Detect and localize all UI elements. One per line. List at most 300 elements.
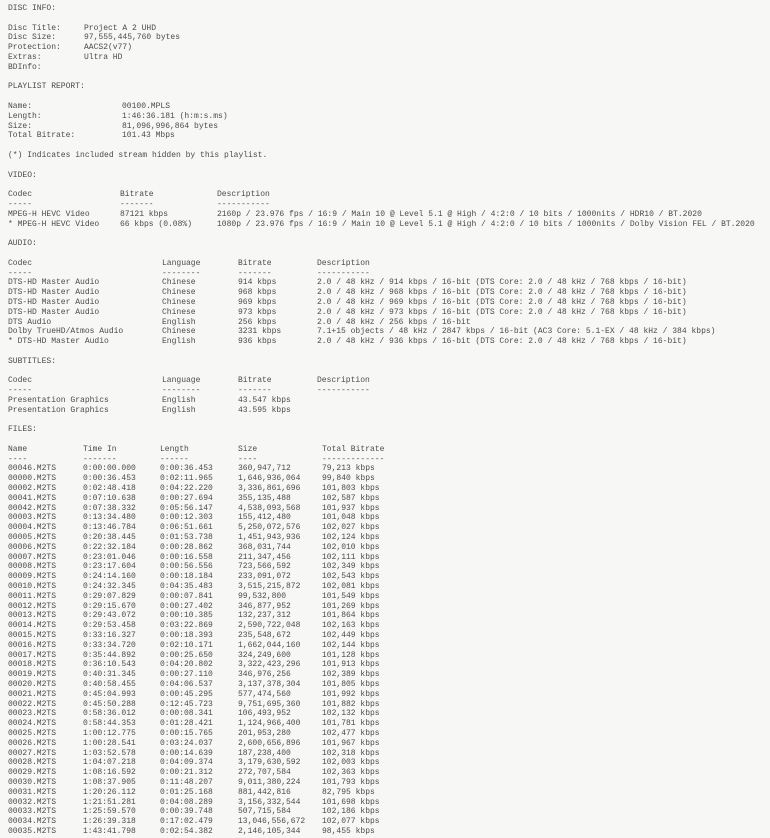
info-label: Disc Size: — [8, 33, 57, 43]
table-cell: 0:03:22.869 — [160, 621, 213, 631]
table-cell: 272,707,584 — [238, 768, 291, 778]
table-cell: 00013.M2TS — [8, 611, 57, 621]
table-row — [8, 572, 770, 582]
table-cell: 00006.M2TS — [8, 542, 57, 552]
table-cell: 0:24:32.345 — [83, 582, 136, 592]
table-cell: 0:00:18.184 — [160, 572, 213, 582]
table-cell: 2160p / 23.976 fps / 16:9 / Main 10 @ Level 5.1 @ High / 4:2:0 / 10 bits / 1000nits / HDR10 / BT.2020 — [217, 209, 702, 219]
table-cell: 00004.M2TS — [8, 523, 57, 533]
table-cell: 101,781 kbps — [322, 719, 380, 729]
table-cell: Chinese — [162, 297, 196, 307]
table-cell: 0:29:07.829 — [83, 591, 136, 601]
table-cell: 201,953,280 — [238, 728, 291, 738]
table-row — [8, 318, 770, 328]
table-cell: 00027.M2TS — [8, 748, 57, 758]
table-cell: 132,237,312 — [238, 611, 291, 621]
table-cell: 0:00:00.000 — [83, 464, 136, 474]
table-cell: 00034.M2TS — [8, 817, 57, 827]
header-underline: ------ — [160, 454, 189, 464]
table-cell: Chinese — [162, 307, 196, 317]
table-cell: 3,156,332,544 — [238, 797, 301, 807]
table-cell: 102,543 kbps — [322, 572, 380, 582]
table-row — [8, 523, 770, 533]
table-cell: 1,451,943,936 — [238, 533, 301, 543]
table-cell: 0:02:10.171 — [160, 640, 213, 650]
header-underline: ------- — [83, 454, 117, 464]
table-cell: 101,549 kbps — [322, 591, 380, 601]
table-cell: 0:04:20.802 — [160, 660, 213, 670]
table-cell: 101,937 kbps — [322, 503, 380, 513]
table-cell: 00016.M2TS — [8, 640, 57, 650]
playlist-report-heading: PLAYLIST REPORT: — [8, 82, 85, 92]
table-cell: 13,046,556,672 — [238, 817, 306, 827]
table-cell: 102,389 kbps — [322, 670, 380, 680]
header-underline: ----------- — [317, 386, 370, 396]
column-header-row — [8, 259, 770, 269]
table-cell: 102,477 kbps — [322, 728, 380, 738]
table-row — [8, 327, 770, 337]
table-row — [8, 719, 770, 729]
table-cell: 101,805 kbps — [322, 679, 380, 689]
header-underline: ------------- — [322, 454, 385, 464]
table-cell: 00032.M2TS — [8, 797, 57, 807]
table-cell: 0:11:48.207 — [160, 777, 213, 787]
table-cell: 99,532,800 — [238, 591, 287, 601]
table-row — [8, 513, 770, 523]
table-cell: 0:01:53.738 — [160, 533, 213, 543]
table-cell: 00011.M2TS — [8, 591, 57, 601]
table-cell: 0:00:27.110 — [160, 670, 213, 680]
header-underline: ---- — [8, 454, 28, 464]
header-underline: ----------- — [317, 268, 370, 278]
info-row — [8, 53, 770, 63]
table-cell: 0:00:39.748 — [160, 807, 213, 817]
table-row — [8, 406, 770, 416]
table-cell: 0:35:44.892 — [83, 650, 136, 660]
header-underline: ------- — [120, 199, 154, 209]
info-label: Total Bitrate: — [8, 131, 76, 141]
table-cell: 102,587 kbps — [322, 493, 380, 503]
table-cell: 00028.M2TS — [8, 758, 57, 768]
table-cell: 0:03:24.037 — [160, 738, 213, 748]
table-cell: 0:02:11.965 — [160, 474, 213, 484]
info-label: Extras: — [8, 52, 42, 62]
table-cell: 2.0 / 48 kHz / 968 kbps / 16-bit (DTS Core: 2.0 / 48 kHz / 768 kbps / 16-bit) — [317, 288, 687, 298]
table-cell: 00041.M2TS — [8, 493, 57, 503]
table-cell: 102,124 kbps — [322, 533, 380, 543]
table-cell: 102,163 kbps — [322, 621, 380, 631]
info-label: Size: — [8, 121, 33, 131]
table-cell: 3,137,378,304 — [238, 679, 301, 689]
info-label: Disc Title: — [8, 23, 61, 33]
table-cell: 187,238,400 — [238, 748, 291, 758]
subtitles-table — [8, 376, 770, 415]
table-cell: 0:01:25.168 — [160, 787, 213, 797]
table-row — [8, 827, 770, 837]
column-header: Codec — [8, 376, 33, 386]
table-row — [8, 807, 770, 817]
header-underline: ----------- — [217, 199, 270, 209]
table-row — [8, 494, 770, 504]
table-cell: 00030.M2TS — [8, 777, 57, 787]
column-header: Time In — [83, 444, 117, 454]
table-cell: 723,566,592 — [238, 562, 291, 572]
column-header: Language — [162, 258, 201, 268]
info-label: BDInfo: — [8, 62, 42, 72]
table-cell: 0:24:14.160 — [83, 572, 136, 582]
table-cell: 102,132 kbps — [322, 709, 380, 719]
table-cell: 2,146,105,344 — [238, 826, 301, 836]
table-cell: English — [162, 405, 196, 415]
table-cell: 0:12:45.723 — [160, 699, 213, 709]
table-cell: 0:33:34.720 — [83, 640, 136, 650]
table-row — [8, 278, 770, 288]
table-cell: 00022.M2TS — [8, 699, 57, 709]
table-cell: 0:23:17.604 — [83, 562, 136, 572]
table-cell: 0:00:10.385 — [160, 611, 213, 621]
column-header-row — [8, 190, 770, 200]
table-cell: DTS-HD Master Audio — [8, 307, 100, 317]
table-row — [8, 798, 770, 808]
info-row — [8, 122, 770, 132]
table-cell: 0:00:28.862 — [160, 542, 213, 552]
table-cell: 43.547 kbps — [238, 395, 291, 405]
header-underline: ------- — [238, 386, 272, 396]
column-header: Codec — [8, 190, 33, 200]
table-cell: 101,803 kbps — [322, 484, 380, 494]
header-underline: ---- — [238, 454, 258, 464]
table-cell: 2,590,722,048 — [238, 621, 301, 631]
table-cell: 0:20:38.445 — [83, 533, 136, 543]
table-cell: 0:00:56.556 — [160, 562, 213, 572]
table-cell: 106,493,952 — [238, 709, 291, 719]
table-cell: 0:07:38.332 — [83, 503, 136, 513]
table-cell: 0:00:21.312 — [160, 768, 213, 778]
table-cell: 102,449 kbps — [322, 631, 380, 640]
table-cell: 0:40:58.455 — [83, 679, 136, 689]
table-cell: 256 kbps — [238, 317, 277, 327]
table-cell: 881,442,816 — [238, 787, 291, 797]
table-cell: 00010.M2TS — [8, 582, 57, 592]
column-header: Description — [317, 258, 370, 268]
table-cell: DTS-HD Master Audio — [8, 288, 100, 298]
table-row — [8, 778, 770, 788]
table-cell: 00025.M2TS — [8, 728, 57, 738]
video-heading: VIDEO: — [8, 170, 37, 180]
info-label: Length: — [8, 111, 42, 121]
table-cell: 0:04:22.220 — [160, 484, 213, 494]
table-cell: 00008.M2TS — [8, 562, 57, 572]
table-cell: 0:00:15.765 — [160, 728, 213, 738]
table-row — [8, 220, 770, 230]
table-cell: 00018.M2TS — [8, 660, 57, 670]
table-cell: 3,515,215,872 — [238, 582, 301, 592]
table-cell: 936 kbps — [238, 337, 277, 347]
table-cell: 102,186 kbps — [322, 807, 380, 817]
table-cell: 00014.M2TS — [8, 621, 57, 631]
table-row — [8, 680, 770, 690]
table-cell: 0:13:46.784 — [83, 523, 136, 533]
header-underline: -------- — [162, 386, 201, 396]
table-row — [8, 768, 770, 778]
table-cell: 1:08:37.905 — [83, 777, 136, 787]
column-header: Language — [162, 376, 201, 386]
audio-table — [8, 259, 770, 347]
table-cell: 969 kbps — [238, 297, 277, 307]
table-cell: 101,967 kbps — [322, 738, 380, 748]
table-cell: 155,412,480 — [238, 513, 291, 523]
table-cell: 0:29:15.670 — [83, 601, 136, 611]
info-row — [8, 33, 770, 43]
table-cell: 2.0 / 48 kHz / 969 kbps / 16-bit (DTS Core: 2.0 / 48 kHz / 768 kbps / 16-bit) — [317, 297, 687, 307]
table-cell: 00023.M2TS — [8, 709, 57, 719]
table-cell: 0:33:16.327 — [83, 631, 136, 640]
table-cell: 3,336,861,696 — [238, 484, 301, 494]
audio-heading: AUDIO: — [8, 239, 37, 249]
table-cell: 2.0 / 48 kHz / 973 kbps / 16-bit (DTS Core: 2.0 / 48 kHz / 768 kbps / 16-bit) — [317, 307, 687, 317]
info-value: 00100.MPLS — [122, 101, 171, 111]
header-underline-row — [8, 200, 770, 210]
info-row — [8, 112, 770, 122]
table-cell: 00015.M2TS — [8, 631, 57, 640]
table-cell: Chinese — [162, 288, 196, 298]
table-cell: 3,179,630,592 — [238, 758, 301, 768]
table-cell: 101,269 kbps — [322, 601, 380, 611]
info-value — [84, 63, 770, 73]
info-value: 97,555,445,760 bytes — [84, 33, 181, 43]
table-row — [8, 543, 770, 553]
table-cell: 101,048 kbps — [322, 513, 380, 523]
table-cell: 1:26:39.318 — [83, 817, 136, 827]
table-cell: 98,455 kbps — [322, 826, 375, 836]
table-row — [8, 553, 770, 563]
table-cell: 1:03:52.578 — [83, 748, 136, 758]
table-cell: 43.595 kbps — [238, 405, 291, 415]
table-cell: 00046.M2TS — [8, 464, 57, 474]
table-cell: 1,124,966,400 — [238, 719, 301, 729]
table-cell: 0:29:43.072 — [83, 611, 136, 621]
table-cell: 1,646,936,064 — [238, 474, 301, 484]
column-header-row — [8, 445, 770, 455]
header-underline: ----- — [8, 199, 33, 209]
subtitles-heading: SUBTITLES: — [8, 356, 57, 366]
table-cell: 2,600,656,896 — [238, 738, 301, 748]
table-cell: 0:00:07.841 — [160, 591, 213, 601]
table-cell: 7.1+15 objects / 48 kHz / 2847 kbps / 16-bit (AC3 Core: 5.1-EX / 48 kHz / 384 kbps) — [317, 327, 716, 337]
table-cell: English — [162, 317, 196, 327]
table-row — [8, 504, 770, 514]
table-cell: 4,538,093,568 — [238, 503, 301, 513]
table-cell: 0:23:01.046 — [83, 552, 136, 562]
table-cell: 00020.M2TS — [8, 679, 57, 689]
table-cell: 3231 kbps — [238, 327, 282, 337]
table-cell: 0:04:35.483 — [160, 582, 213, 592]
table-cell: Dolby TrueHD/Atmos Audio — [8, 327, 124, 337]
table-row — [8, 582, 770, 592]
table-cell: 9,751,695,360 — [238, 699, 301, 709]
table-cell: 00017.M2TS — [8, 650, 57, 660]
table-cell: 360,947,712 — [238, 464, 291, 474]
table-cell: 0:29:53.458 — [83, 621, 136, 631]
table-cell: 507,715,584 — [238, 807, 291, 817]
table-cell: 102,144 kbps — [322, 640, 380, 650]
header-underline: ------- — [238, 268, 272, 278]
info-value: AACS2(v77) — [84, 43, 133, 53]
info-label: Name: — [8, 101, 33, 111]
table-cell: 1:04:07.218 — [83, 758, 136, 768]
table-cell: 3,322,423,296 — [238, 660, 301, 670]
table-cell: 00033.M2TS — [8, 807, 57, 817]
table-cell: 101,698 kbps — [322, 797, 380, 807]
table-cell: 0:02:48.418 — [83, 484, 136, 494]
table-row — [8, 788, 770, 798]
table-cell: 00002.M2TS — [8, 484, 57, 494]
table-row — [8, 729, 770, 739]
table-cell: 1:08:16.592 — [83, 768, 136, 778]
table-cell: 00003.M2TS — [8, 513, 57, 523]
table-cell: 00035.M2TS — [8, 826, 57, 836]
table-row — [8, 396, 770, 406]
table-row — [8, 210, 770, 220]
table-cell: 0:00:18.393 — [160, 631, 213, 640]
table-cell: 99,840 kbps — [322, 474, 375, 484]
table-cell: 2.0 / 48 kHz / 256 kbps / 16-bit — [317, 317, 471, 327]
table-cell: 5,250,072,576 — [238, 523, 301, 533]
table-cell: English — [162, 337, 196, 347]
table-row — [8, 533, 770, 543]
info-row — [8, 131, 770, 141]
table-cell: 00021.M2TS — [8, 689, 57, 699]
table-cell: 2.0 / 48 kHz / 936 kbps / 16-bit (DTS Core: 2.0 / 48 kHz / 768 kbps / 16-bit) — [317, 337, 687, 347]
table-cell: 235,548,672 — [238, 631, 291, 640]
column-header: Length — [160, 444, 189, 454]
table-cell: 0:00:27.694 — [160, 493, 213, 503]
table-cell: Presentation Graphics — [8, 405, 109, 415]
table-row — [8, 651, 770, 661]
header-underline-row — [8, 269, 770, 279]
table-cell: 00009.M2TS — [8, 572, 57, 582]
info-row — [8, 63, 770, 73]
table-cell: 0:00:36.453 — [83, 474, 136, 484]
info-value: Project A 2 UHD — [84, 23, 157, 33]
table-cell: 102,003 kbps — [322, 758, 380, 768]
table-row — [8, 739, 770, 749]
column-header: Total Bitrate — [322, 444, 385, 454]
table-cell: 00029.M2TS — [8, 768, 57, 778]
table-cell: 101,992 kbps — [322, 689, 380, 699]
column-header: Size — [238, 444, 258, 454]
table-cell: 66 kbps (0.08%) — [120, 219, 193, 229]
table-row — [8, 621, 770, 631]
table-cell: 0:06:51.661 — [160, 523, 213, 533]
table-cell: 346,877,952 — [238, 601, 291, 611]
table-cell: 0:58:44.353 — [83, 719, 136, 729]
table-cell: 324,249,600 — [238, 650, 291, 660]
table-cell: 0:04:08.289 — [160, 797, 213, 807]
table-cell: 00019.M2TS — [8, 670, 57, 680]
table-cell: 2.0 / 48 kHz / 914 kbps / 16-bit (DTS Core: 2.0 / 48 kHz / 768 kbps / 16-bit) — [317, 278, 687, 288]
table-row — [8, 308, 770, 318]
table-cell: 102,077 kbps — [322, 817, 380, 827]
table-row — [8, 660, 770, 670]
table-row — [8, 709, 770, 719]
info-value: 81,096,996,864 bytes — [122, 121, 219, 131]
table-cell: 00026.M2TS — [8, 738, 57, 748]
table-row — [8, 464, 770, 474]
disc-info-section — [8, 24, 770, 73]
header-underline: ----- — [8, 386, 33, 396]
column-header: Bitrate — [238, 258, 272, 268]
table-row — [8, 298, 770, 308]
table-cell: 101,793 kbps — [322, 777, 380, 787]
table-row — [8, 700, 770, 710]
table-cell: 368,031,744 — [238, 542, 291, 552]
table-cell: MPEG-H HEVC Video — [8, 209, 90, 219]
files-heading: FILES: — [8, 425, 37, 435]
table-cell: 102,010 kbps — [322, 542, 380, 552]
table-cell: 0:00:12.303 — [160, 513, 213, 523]
table-cell: English — [162, 395, 196, 405]
table-cell: 0:45:04.993 — [83, 689, 136, 699]
table-cell: 968 kbps — [238, 288, 277, 298]
table-row — [8, 337, 770, 347]
table-cell: 0:17:02.479 — [160, 817, 213, 827]
table-row — [8, 484, 770, 494]
table-cell: 0:22:32.184 — [83, 542, 136, 552]
info-row — [8, 24, 770, 34]
column-header: Codec — [8, 258, 33, 268]
table-cell: 211,347,456 — [238, 552, 291, 562]
table-cell: 0:07:10.638 — [83, 493, 136, 503]
table-cell: 1:21:51.281 — [83, 797, 136, 807]
table-cell: 0:05:56.147 — [160, 503, 213, 513]
table-cell: 577,474,560 — [238, 689, 291, 699]
table-row — [8, 817, 770, 827]
table-cell: 101,864 kbps — [322, 611, 380, 621]
table-cell: 00012.M2TS — [8, 601, 57, 611]
table-cell: 0:00:25.650 — [160, 650, 213, 660]
info-label: Protection: — [8, 43, 61, 53]
table-row — [8, 758, 770, 768]
table-row — [8, 631, 770, 641]
table-cell: 233,091,072 — [238, 572, 291, 582]
table-cell: 355,135,488 — [238, 493, 291, 503]
table-cell: 102,349 kbps — [322, 562, 380, 572]
table-cell: 0:00:45.295 — [160, 689, 213, 699]
table-cell: 102,027 kbps — [322, 523, 380, 533]
table-cell: 0:01:28.421 — [160, 719, 213, 729]
table-cell: 1,662,044,160 — [238, 640, 301, 650]
header-underline-row — [8, 386, 770, 396]
table-cell: 1:00:28.541 — [83, 738, 136, 748]
table-cell: 0:02:54.382 — [160, 826, 213, 836]
column-header: Description — [317, 376, 370, 386]
table-cell: 0:40:31.345 — [83, 670, 136, 680]
column-header: Bitrate — [238, 376, 272, 386]
table-cell: 973 kbps — [238, 307, 277, 317]
table-cell: 0:04:06.537 — [160, 679, 213, 689]
table-cell: 00007.M2TS — [8, 552, 57, 562]
table-cell: 00031.M2TS — [8, 787, 57, 797]
column-header: Bitrate — [120, 190, 154, 200]
table-cell: 1:25:59.570 — [83, 807, 136, 817]
table-cell: * MPEG-H HEVC Video — [8, 219, 100, 229]
table-cell: 101,882 kbps — [322, 699, 380, 709]
table-cell: 0:13:34.480 — [83, 513, 136, 523]
header-underline: ----- — [8, 268, 33, 278]
table-cell: Chinese — [162, 278, 196, 288]
table-cell: Chinese — [162, 327, 196, 337]
